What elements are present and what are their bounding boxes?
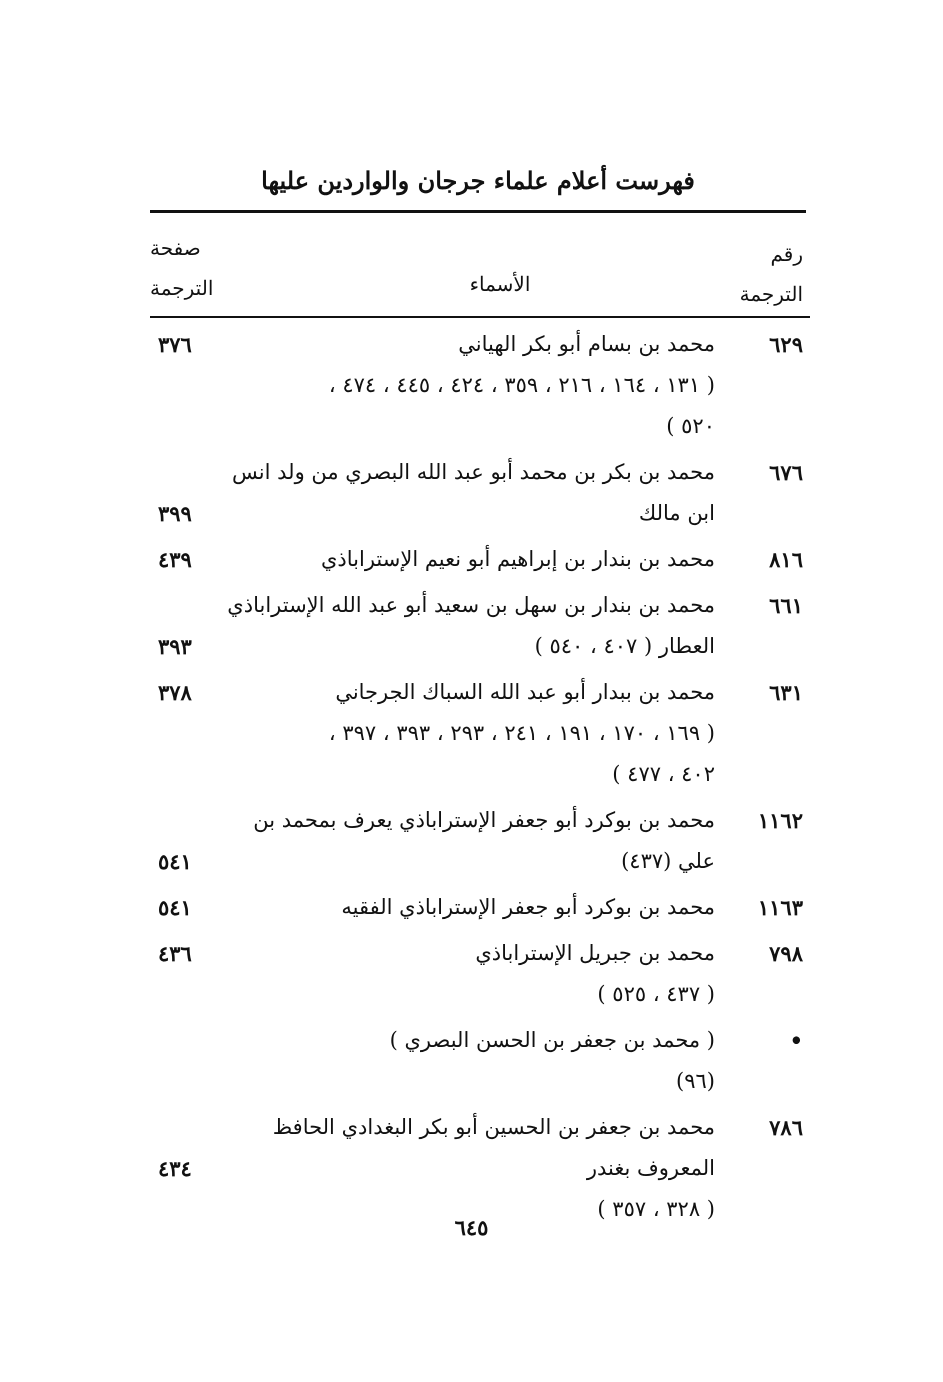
entry-line bbox=[0, 365, 943, 406]
entry-name-text: ( ٤٣٧ ، ٥٢٥ ) bbox=[597, 982, 715, 1006]
column-header-number-line-2: الترجمة bbox=[739, 282, 803, 306]
entry-number: ١١٦٣ bbox=[757, 895, 803, 920]
entry-number: • bbox=[789, 1028, 803, 1053]
entry-page: ٤٣٩ bbox=[158, 547, 192, 572]
page-number: ٦٤٥ bbox=[454, 1215, 489, 1240]
header-rule bbox=[150, 316, 810, 318]
entry-name-text: ( محمد بن جعفر بن الحسن البصري ) bbox=[389, 1028, 715, 1052]
entry-line bbox=[0, 887, 943, 928]
index-entry bbox=[0, 887, 943, 933]
entry-line bbox=[0, 1061, 943, 1102]
entry-name-text: ٤٠٢ ، ٤٧٧ ) bbox=[612, 762, 715, 786]
entry-line bbox=[0, 933, 943, 974]
entry-page: ٣٩٩ bbox=[158, 501, 192, 526]
entry-name-text: محمد بن جبريل الإستراباذي bbox=[475, 941, 715, 965]
entry-name-text: ٥٢٠ ) bbox=[666, 414, 715, 438]
entry-name-text: محمد بن بندار بن إبراهيم أبو نعيم الإستراباذي bbox=[320, 547, 715, 571]
index-entry bbox=[0, 452, 943, 539]
entry-line bbox=[0, 539, 943, 580]
entry-line bbox=[0, 1148, 943, 1189]
column-header-names: الأسماء bbox=[469, 272, 531, 296]
entry-number: ١١٦٢ bbox=[757, 808, 803, 833]
entry-page: ٣٧٨ bbox=[158, 680, 192, 705]
entry-line bbox=[0, 324, 943, 365]
entry-line bbox=[0, 713, 943, 754]
entry-page: ٤٣٦ bbox=[158, 941, 192, 966]
entry-name-text: علي (٤٣٧) bbox=[621, 849, 715, 873]
entry-name-text: العطار ( ٤٠٧ ، ٥٤٠ ) bbox=[534, 634, 715, 658]
entry-line bbox=[0, 452, 943, 493]
index-entry bbox=[0, 324, 943, 452]
entry-name-text: محمد بن بندار بن سهل بن سعيد أبو عبد الله الإستراباذي bbox=[227, 593, 715, 617]
entry-name-text: ( ١٦٩ ، ١٧٠ ، ١٩١ ، ٢٤١ ، ٢٩٣ ، ٣٩٣ ، ٣٩٧ ، bbox=[328, 721, 715, 745]
entry-line bbox=[0, 626, 943, 667]
index-entry bbox=[0, 800, 943, 887]
entry-name-text: محمد بن بكر بن محمد أبو عبد الله البصري من ولد انس bbox=[232, 460, 715, 484]
index-entry bbox=[0, 539, 943, 585]
entry-line bbox=[0, 585, 943, 626]
entry-number: ٦٦١ bbox=[769, 593, 803, 618]
index-entry bbox=[0, 933, 943, 1020]
entry-line bbox=[0, 754, 943, 795]
entry-number: ٧٨٦ bbox=[769, 1115, 803, 1140]
entry-name-text: محمد بن جعفر بن الحسين أبو بكر البغدادي الحافظ bbox=[272, 1115, 715, 1139]
index-entries bbox=[0, 324, 943, 1235]
entry-name-text: محمد بن بوكرد أبو جعفر الإستراباذي الفقيه bbox=[341, 895, 715, 919]
entry-line bbox=[0, 1020, 943, 1061]
entry-number: ٦٢٩ bbox=[769, 332, 803, 357]
entry-line bbox=[0, 493, 943, 534]
entry-line bbox=[0, 800, 943, 841]
index-entry bbox=[0, 1020, 943, 1107]
column-header-page-line-1: صفحة bbox=[150, 236, 201, 260]
column-header-page bbox=[150, 228, 240, 308]
entry-line bbox=[0, 672, 943, 713]
entry-name-text: ( ٣٢٨ ، ٣٥٧ ) bbox=[597, 1197, 715, 1221]
index-entry bbox=[0, 672, 943, 800]
entry-name-text: ابن مالك bbox=[638, 501, 715, 525]
entry-line bbox=[0, 974, 943, 1015]
entry-page: ٣٩٣ bbox=[158, 634, 192, 659]
entry-number: ٧٩٨ bbox=[769, 941, 803, 966]
entry-name-text: محمد بن بوكرد أبو جعفر الإستراباذي يعرف بمحمد بن bbox=[253, 808, 715, 832]
entry-number: ٦٧٦ bbox=[769, 460, 803, 485]
title-rule bbox=[150, 210, 806, 213]
entry-name-text: ( ١٣١ ، ١٦٤ ، ٢١٦ ، ٣٥٩ ، ٤٢٤ ، ٤٤٥ ، ٤٧٤ ، bbox=[328, 373, 715, 397]
index-entry bbox=[0, 585, 943, 672]
page-title: فهرست أعلام علماء جرجان والواردين عليها bbox=[261, 166, 695, 195]
entry-name-text: محمد بن بسام أبو بكر الهياني bbox=[458, 332, 715, 356]
entry-page: ٣٧٦ bbox=[158, 332, 192, 357]
entry-line bbox=[0, 406, 943, 447]
entry-name-text: (٩٦) bbox=[676, 1069, 715, 1093]
entry-line bbox=[0, 841, 943, 882]
entry-name-text: محمد بن ببدار أبو عبد الله السباك الجرجاني bbox=[335, 680, 715, 704]
column-header-number bbox=[713, 234, 803, 314]
column-header-number-line-1: رقم bbox=[770, 242, 803, 266]
entry-line bbox=[0, 1107, 943, 1148]
entry-page: ٥٤١ bbox=[158, 849, 192, 874]
entry-number: ٨١٦ bbox=[769, 547, 803, 572]
column-header-page-line-2: الترجمة bbox=[150, 276, 214, 300]
entry-number: ٦٣١ bbox=[769, 680, 803, 705]
entry-page: ٥٤١ bbox=[158, 895, 192, 920]
entry-name-text: المعروف بغندر bbox=[586, 1156, 715, 1180]
entry-page: ٤٣٤ bbox=[158, 1156, 192, 1181]
